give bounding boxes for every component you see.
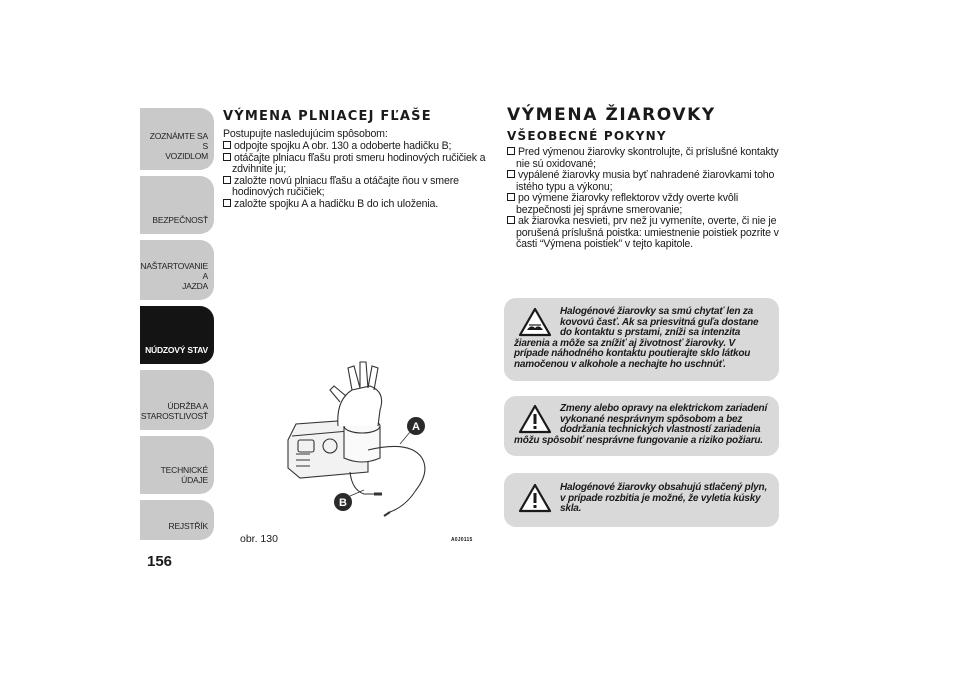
tab-label: TECHNICKÉ ÚDAJE [160,465,208,485]
compressor-illustration [240,240,478,540]
list-item [223,176,493,199]
list-item [223,199,493,211]
warning-notice-halogen-touch [504,298,779,381]
list-item-text: ak žiarovka nesvieti, prv než ju vymeníte, overte, či nie je porušená príslušná poistka: umiestnenie poistiek pozrite v časti “Výmena poistiek” v tejto kapitole. [516,215,779,250]
notice-text: Zmeny alebo opravy na elektrickom zariadení vykonané nesprávnym spôsobom a bez dodržania technických vlastností zariadenia môžu spôsobiť nesprávne fungovanie a riziko požiaru. [514,403,768,446]
right-column [507,105,785,251]
notice-text: Halogénové žiarovky sa smú chytať len za kovovú časť. Ak sa priesvitná guľa dostane do kontaktu s prstami, zníži sa intenzita žiarenia a môže sa znížiť aj životnosť žiarovky. V prípade náhodného kontaktu poutierajte sklo látkou namočenou v alkohole a nechajte ho uschnúť. [514,306,759,370]
label-a-text: A [412,421,420,433]
list-item-text: založte spojku A a hadičku B do ich uloženia. [234,197,439,210]
list-item [507,170,785,193]
tab-label: ZOZNÁMTE SA S VOZIDLOM [149,131,208,161]
list-item [507,193,785,216]
checkbox-bullet-icon [507,170,515,178]
exclamation-warning-icon [518,404,552,434]
checkbox-bullet-icon [507,193,515,201]
tab-zoznamte-sa[interactable] [140,108,214,170]
tab-nastartovanie[interactable] [140,240,214,300]
checkbox-bullet-icon [223,153,231,161]
figure-code: A0J0115 [451,537,473,543]
checkbox-bullet-icon [223,141,231,149]
list-item-text: vypálené žiarovky musia byť nahradené žiarovkami toho istého typu a výkonu; [516,169,775,193]
list-item [507,216,785,251]
list-item-text: po výmene žiarovky reflektorov vždy overte kvôli bezpečnosti jej správne smerovanie; [516,192,739,216]
list-item [223,153,493,176]
page-number: 156 [147,553,173,570]
list-item-text: založte novú plniacu fľašu a otáčajte ňou v smere hodinových ručičiek; [232,174,459,198]
tab-label: ÚDRŽBA A STAROSTLIVOSŤ [140,401,208,421]
list-item-text: Pred výmenou žiarovky skontrolujte, či príslušné kontakty nie sú oxidované; [516,146,779,170]
label-b-marker [334,493,352,511]
main-heading: VÝMENA ŽIAROVKY [507,105,716,125]
section-heading: VÝMENA PLNIACEJ FĽAŠE [223,109,432,124]
list-item-text: odpojte spojku A obr. 130 a odoberte hadičku B; [234,140,452,152]
figure-compressor [240,240,478,540]
label-b-text: B [339,497,347,509]
checkbox-bullet-icon [223,199,231,207]
tab-rejstrik[interactable] [140,500,214,540]
tab-label: BEZPEČNOSŤ [152,215,208,225]
list-item-text: otáčajte plniacu fľašu proti smeru hodinových ručičiek a zdvihnite ju; [232,151,486,175]
tab-udrzba[interactable] [140,370,214,430]
warning-notice-electrical [504,396,779,456]
left-column [223,111,493,210]
sub-heading: VŠEOBECNÉ POKYNY [507,128,667,143]
checkbox-bullet-icon [507,216,515,224]
tab-label: NÚDZOVÝ STAV [145,345,208,355]
tab-bezpecnost[interactable] [140,176,214,234]
tab-label: NAŠTARTOVANIE A JAZDA [140,261,208,291]
intro-text: Postupujte nasledujúcim spôsobom: [223,127,388,140]
checkbox-bullet-icon [223,176,231,184]
tab-nudzovy-stav[interactable] [140,306,214,364]
tab-label: REJSTŘÍK [168,521,208,531]
checkbox-bullet-icon [507,147,515,155]
warning-notice-halogen-pressure [504,473,779,527]
list-item [507,147,785,170]
figure-caption: obr. 130 [240,533,278,545]
hot-surface-warning-icon [518,307,552,337]
tab-technicke-udaje[interactable] [140,436,214,494]
exclamation-warning-icon [518,483,552,513]
notice-text: Halogénové žiarovky obsahujú stlačený plyn, v prípade rozbitia je možné, že vyletia kúsky skla. [560,482,768,515]
